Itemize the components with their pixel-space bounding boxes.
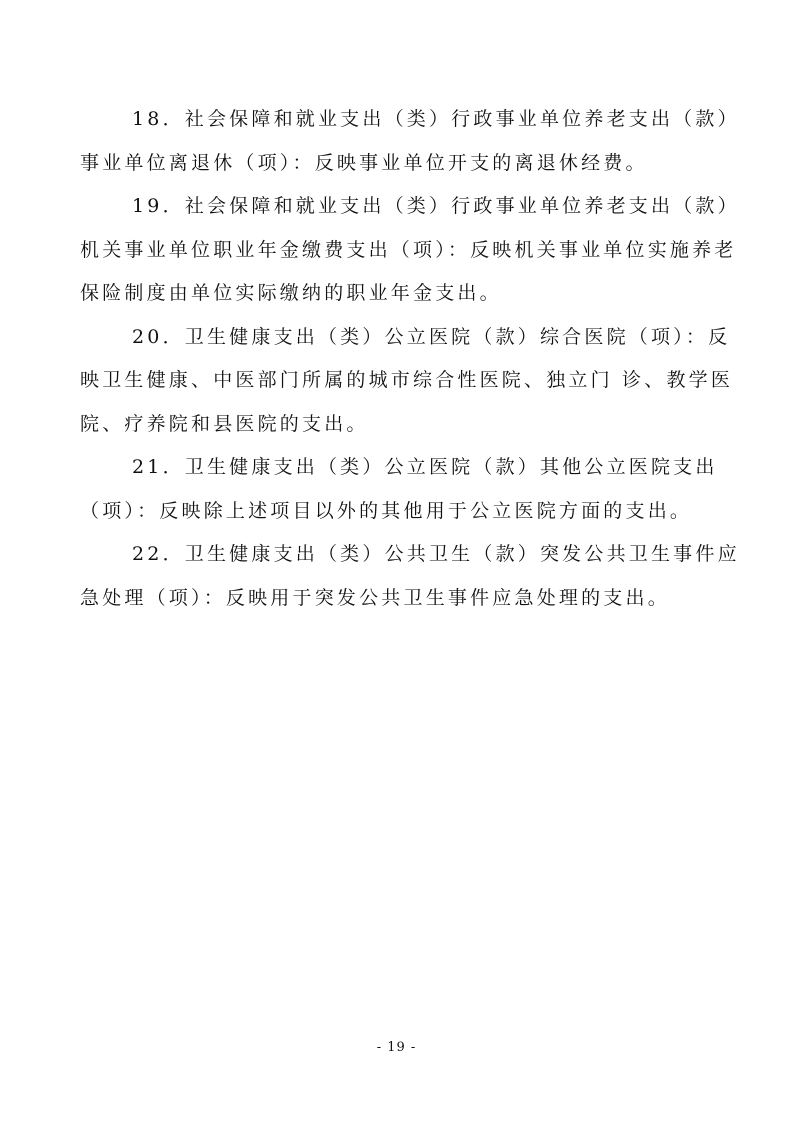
paragraph-item-19: 19．社会保障和就业支出（类）行政事业单位养老支出（款）机关事业单位职业年金缴费支出（项）：反映机关事业单位实施养老保险制度由单位实际缴纳的职业年金支出。	[80, 195, 740, 304]
paragraph-item-20: 20．卫生健康支出（类）公立医院（款）综合医院（项）：反映卫生健康、中医部门所属的城市综合性医院、独立门 诊、教学医院、疗养院和县医院的支出。	[80, 325, 734, 435]
document-body	[80, 98, 748, 620]
paragraph-item-18: 18．社会保障和就业支出（类）行政事业单位养老支出（款）事业单位离退休（项）：反映事业单位开支的离退休经费。	[80, 108, 740, 174]
paragraph-item-21: 21．卫生健康支出（类）公立医院（款）其他公立医院支出（项）：反映除上述项目以外的其他用于公立医院方面的支出。	[80, 456, 718, 522]
paragraph-item-22: 22．卫生健康支出（类）公共卫生（款）突发公共卫生事件应急处理（项）：反映用于突发公共卫生事件应急处理的支出。	[80, 543, 740, 609]
page-number: - 19 -	[376, 1040, 417, 1055]
